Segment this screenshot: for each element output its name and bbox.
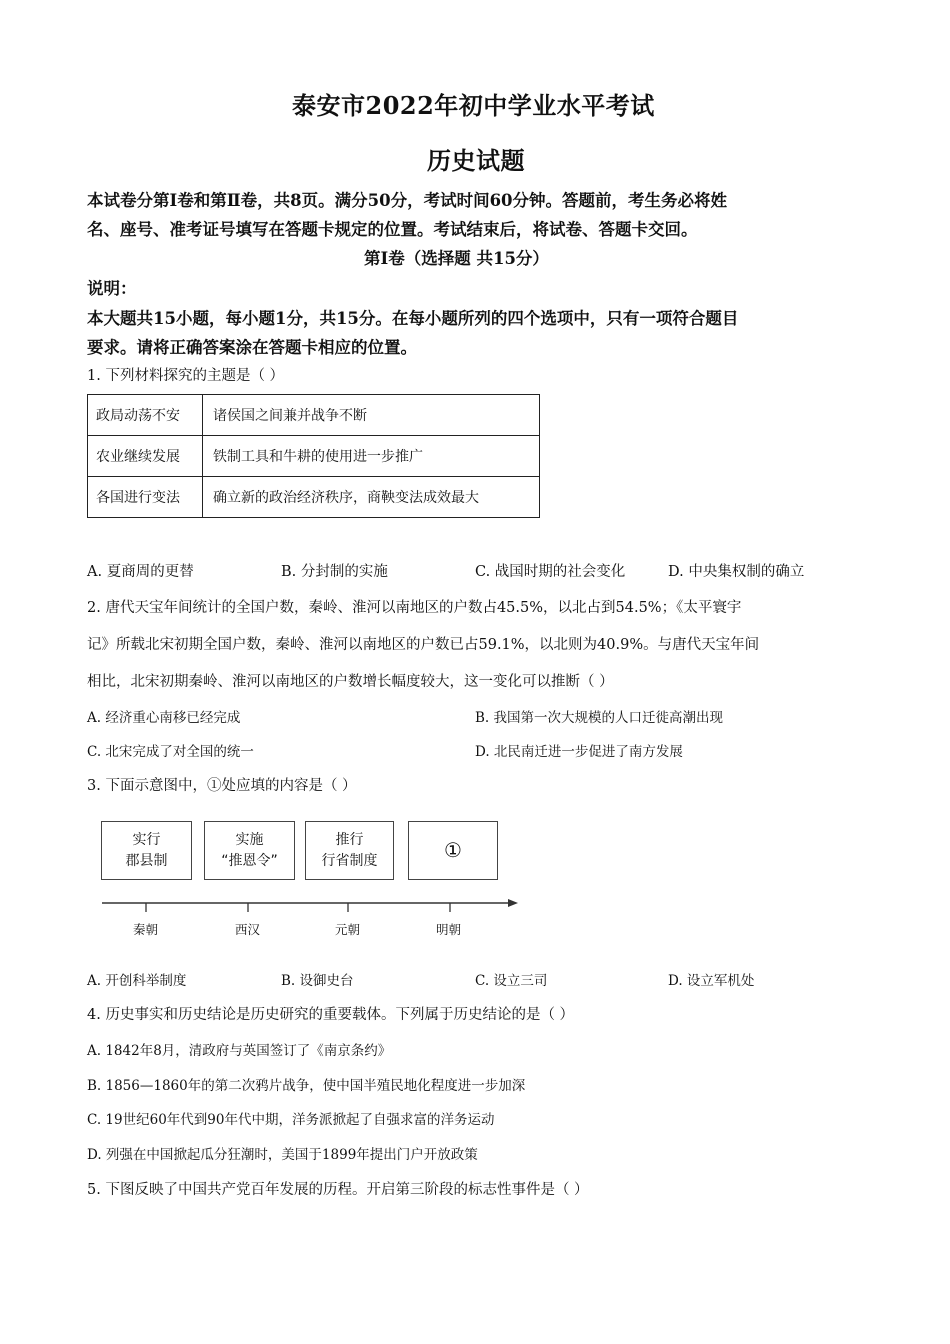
q1-option-a: A. 夏商周的更替 — [87, 564, 194, 580]
q3-option-a: A. 开创科举制度 — [87, 973, 187, 989]
diagram-box-text: 推行 — [335, 831, 364, 848]
table-cell: 确立新的政治经济秩序，商鞅变法成效最大 — [203, 477, 540, 518]
table-cell: 诸侯国之间兼并战争不断 — [203, 395, 540, 436]
timeline-label-yuan: 元朝 — [335, 922, 361, 937]
diagram-box-text: “推恩令” — [221, 852, 278, 869]
note-line-1: 本大题共15小题，每小题1分，共15分。在每小题所列的四个选项中，只有一项符合题目 — [87, 309, 739, 328]
q4-option-c: C. 19世纪60年代到90年代中期，洋务派掀起了自强求富的洋务运动 — [87, 1112, 495, 1128]
diagram-box-ming — [408, 821, 498, 880]
intro-line-2: 名、座号、准考证号填写在答题卡规定的位置。考试结束后，将试卷、答题卡交回。 — [87, 220, 698, 239]
exam-title: 泰安市2022年初中学业水平考试 — [292, 91, 655, 120]
timeline-label-xihan: 西汉 — [235, 922, 261, 937]
table-cell: 铁制工具和牛耕的使用进一步推广 — [203, 436, 540, 477]
section-title: 第Ⅰ卷（选择题 共15分） — [364, 249, 549, 268]
diagram-box-qin — [101, 821, 192, 880]
diagram-box-text: 实施 — [235, 831, 264, 848]
q4-option-a: A. 1842年8月，清政府与英国签订了《南京条约》 — [87, 1043, 392, 1059]
table-cell: 农业继续发展 — [88, 436, 203, 477]
diagram-box-yuan — [305, 821, 394, 880]
q3-stem: 3. 下面示意图中，①处应填的内容是（ ） — [87, 778, 357, 794]
q4-stem: 4. 历史事实和历史结论是历史研究的重要载体。下列属于历史结论的是（ ） — [87, 1007, 575, 1023]
timeline-arrow — [100, 896, 520, 916]
q2-line-1: 2. 唐代天宝年间统计的全国户数，秦岭、淮河以南地区的户数占45.5%，以北占到54.5%；《太平寰宇 — [87, 600, 742, 616]
timeline-label-qin: 秦朝 — [133, 922, 159, 937]
diagram-box-text: 郡县制 — [125, 852, 168, 869]
q2-option-d: D. 北民南迁进一步促进了南方发展 — [475, 744, 683, 760]
q3-option-c: C. 设立三司 — [475, 973, 548, 989]
table-cell: 政局动荡不安 — [88, 395, 203, 436]
table-row — [88, 395, 540, 436]
q2-line-2: 记》所载北宋初期全国户数，秦岭、淮河以南地区的户数已占59.1%，以北则为40.9%。与唐代天宝年间 — [87, 637, 760, 653]
q3-option-b: B. 设御史台 — [281, 973, 354, 989]
intro-line-1: 本试卷分第Ⅰ卷和第Ⅱ卷，共8页。满分50分，考试时间60分钟。答题前，考生务必将姓 — [87, 191, 728, 210]
q1-option-b: B. 分封制的实施 — [281, 564, 388, 580]
table-cell: 各国进行变法 — [88, 477, 203, 518]
table-row — [88, 477, 540, 518]
q2-option-b: B. 我国第一次大规模的人口迁徙高潮出现 — [475, 710, 724, 726]
note-label: 说明： — [87, 279, 137, 298]
timeline-label-ming: 明朝 — [436, 922, 462, 937]
note-line-2: 要求。请将正确答案涂在答题卡相应的位置。 — [87, 338, 417, 357]
diagram-box-text: 实行 — [132, 831, 161, 848]
q4-option-b: B. 1856—1860年的第二次鸦片战争，使中国半殖民地化程度进一步加深 — [87, 1078, 526, 1094]
q4-option-d: D. 列强在中国掀起瓜分狂潮时，美国于1899年提出门户开放政策 — [87, 1147, 478, 1163]
q3-option-d: D. 设立军机处 — [668, 973, 755, 989]
q1-option-c: C. 战国时期的社会变化 — [475, 564, 626, 580]
q1-material-table — [87, 394, 540, 518]
diagram-box-text: ① — [444, 838, 462, 862]
q2-option-a: A. 经济重心南移已经完成 — [87, 710, 241, 726]
q1-stem: 1. 下列材料探究的主题是（ ） — [87, 368, 285, 384]
exam-subtitle: 历史试题 — [427, 146, 525, 175]
q5-stem: 5. 下图反映了中国共产党百年发展的历程。开启第三阶段的标志性事件是（ ） — [87, 1182, 589, 1198]
q2-option-c: C. 北宋完成了对全国的统一 — [87, 744, 254, 760]
diagram-box-text: 行省制度 — [321, 852, 378, 869]
q2-line-3: 相比，北宋初期秦岭、淮河以南地区的户数增长幅度较大，这一变化可以推断（ ） — [87, 674, 614, 690]
diagram-box-xihan — [204, 821, 295, 880]
q1-option-d: D. 中央集权制的确立 — [668, 564, 805, 580]
table-row — [88, 436, 540, 477]
